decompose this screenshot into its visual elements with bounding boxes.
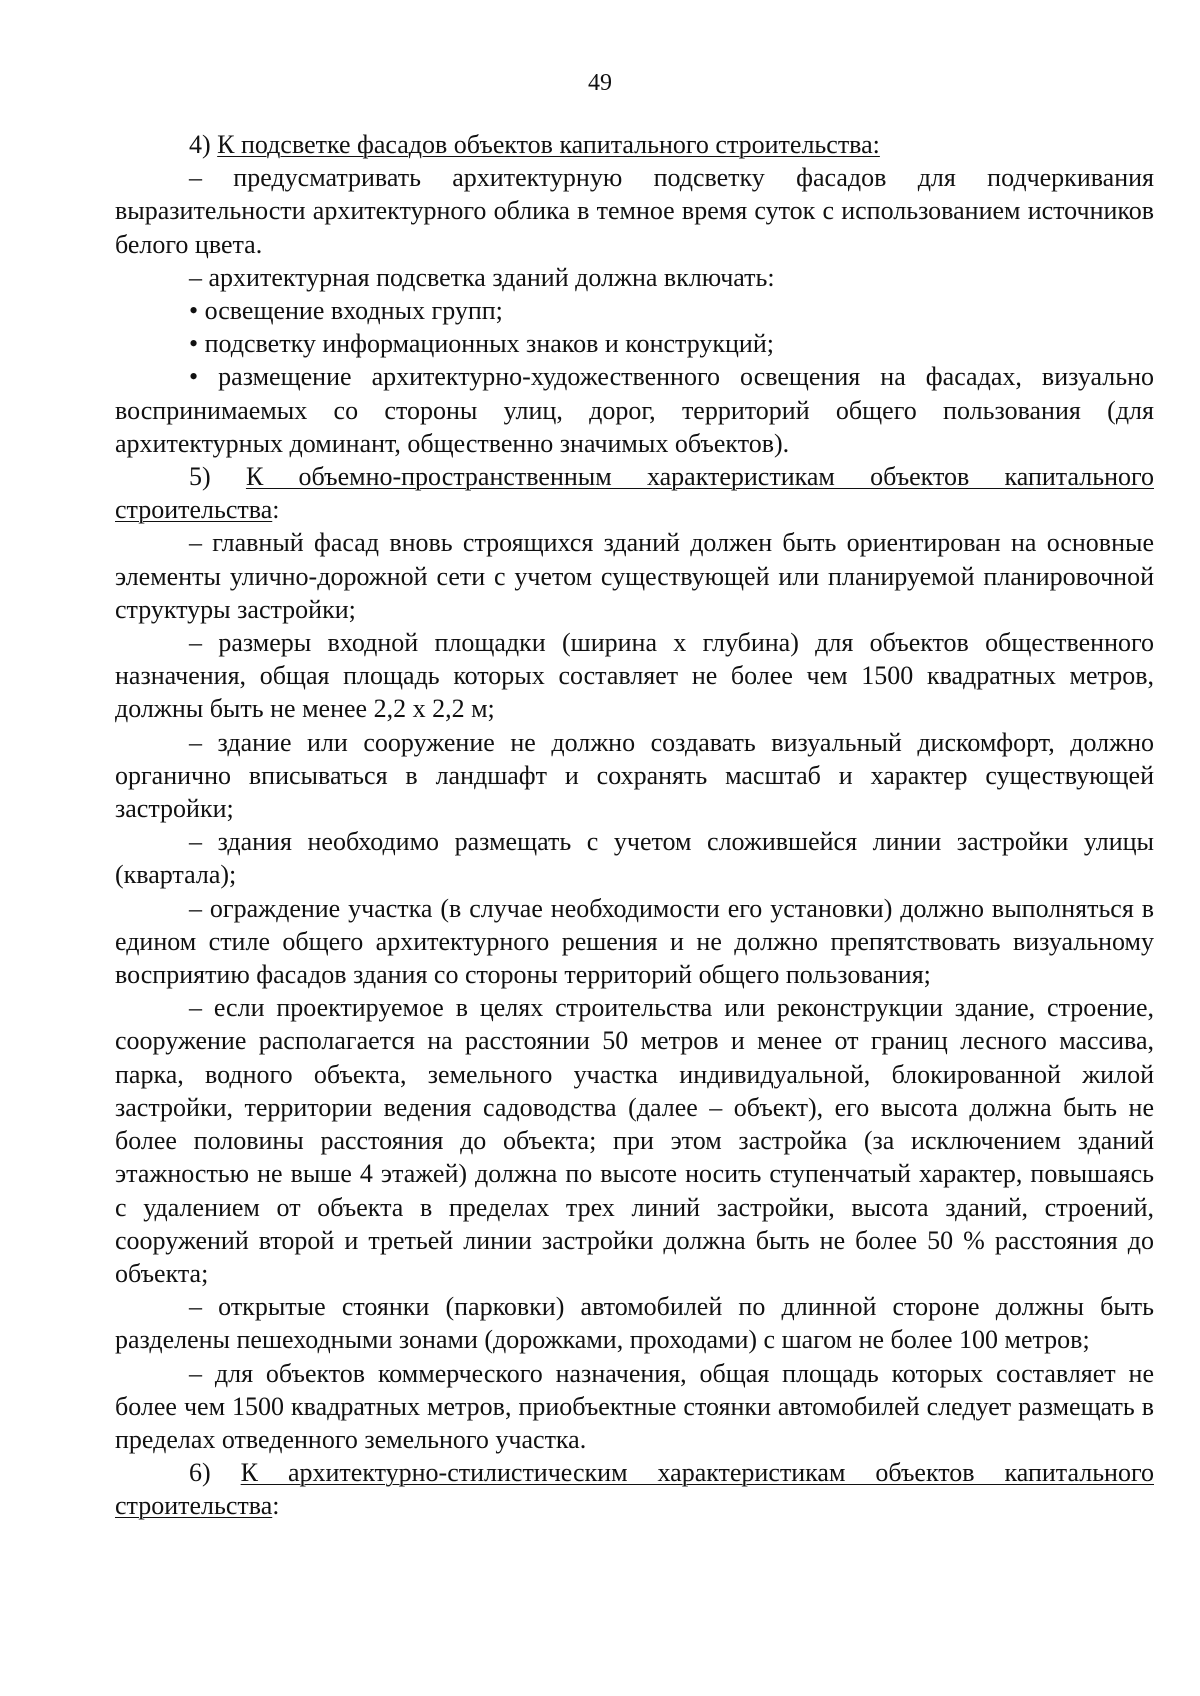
section-4-bullet-2: • подсветку информационных знаков и конструкций; xyxy=(189,329,774,359)
section-5-title: К объемно-пространственным характеристикам объектов капитального строительства xyxy=(115,462,1154,525)
section-4-bullet-1: • освещение входных групп; xyxy=(189,296,503,326)
section-4-item-1: – предусматривать архитектурную подсветку фасадов для подчеркивания выразительности архитектурного облика в темное время суток с использованием источников белого цвета. xyxy=(115,163,1154,259)
section-5-heading xyxy=(115,460,1154,526)
section-4-bullet-3: • размещение архитектурно-художественного освещения на фасадах, визуально воспринимаемых со стороны улиц, дорог, территорий общего пользования (для архитектурных доминант, общественно значимых объектов). xyxy=(115,362,1154,458)
section-5-item-7: – открытые стоянки (парковки) автомобилей по длинной стороне должны быть разделены пешеходными зонами (дорожками, проходами) с шагом не более 100 метров; xyxy=(115,1292,1154,1355)
section-5-number: 5) xyxy=(189,462,246,492)
section-5-item-2: – размеры входной площадки (ширина х глубина) для объектов общественного назначения, общая площадь которых составляет не более чем 1500 квадратных метров, должны быть не менее 2,2 х 2,2 м; xyxy=(115,628,1154,724)
section-6-heading xyxy=(115,1456,1154,1522)
section-6-colon: : xyxy=(272,1491,280,1521)
section-4-item-2: – архитектурная подсветка зданий должна включать: xyxy=(189,262,775,292)
page-number: 49 xyxy=(588,70,612,96)
section-6-title: К архитектурно-стилистическим характеристикам объектов капитального строительства xyxy=(115,1458,1154,1521)
section-4-number: 4) xyxy=(189,130,218,159)
section-4-title: К подсветке фасадов объектов капитального строительства: xyxy=(217,130,880,159)
section-5-item-4: – здания необходимо размещать с учетом сложившейся линии застройки улицы (квартала); xyxy=(115,827,1154,890)
document-body xyxy=(115,128,1154,1523)
section-5-item-8: – для объектов коммерческого назначения, общая площадь которых составляет не более чем 1500 квадратных метров, приобъектные стоянки автомобилей следует размещать в пределах отведенного земельного участка. xyxy=(115,1358,1154,1454)
section-5-item-6: – если проектируемое в целях строительства или реконструкции здание, строение, сооружение располагается на расстоянии 50 метров и менее от границ лесного массива, парка, водного объекта, земельного участка индивидуальной, блокированной жилой застройки, территории ведения садоводства (далее – объект), его высота должна быть не более половины расстояния до объекта; при этом застройка (за исключением зданий этажностью не выше 4 этажей) должна по высоте носить ступенчатый характер, повышаясь с удалением от объекта в пределах трех линий застройки, высота зданий, строений, сооружений второй и третьей линии застройки должна быть не более 50 % расстояния до объекта; xyxy=(115,993,1154,1288)
section-5-item-1: – главный фасад вновь строящихся зданий должен быть ориентирован на основные элементы улично-дорожной сети с учетом существующей или планируемой планировочной структуры застройки; xyxy=(115,528,1154,624)
section-6-number: 6) xyxy=(189,1458,241,1488)
section-4-heading xyxy=(115,128,1154,161)
section-5-colon: : xyxy=(272,495,280,525)
section-5-item-5: – ограждение участка (в случае необходимости его установки) должно выполняться в едином стиле общего архитектурного решения и не должно препятствовать визуальному восприятию фасадов здания со стороны территорий общего пользования; xyxy=(115,893,1154,990)
section-5-item-3: – здание или сооружение не должно создавать визуальный дискомфорт, должно органично вписываться в ландшафт и сохранять масштаб и характер существующей застройки; xyxy=(115,727,1154,824)
